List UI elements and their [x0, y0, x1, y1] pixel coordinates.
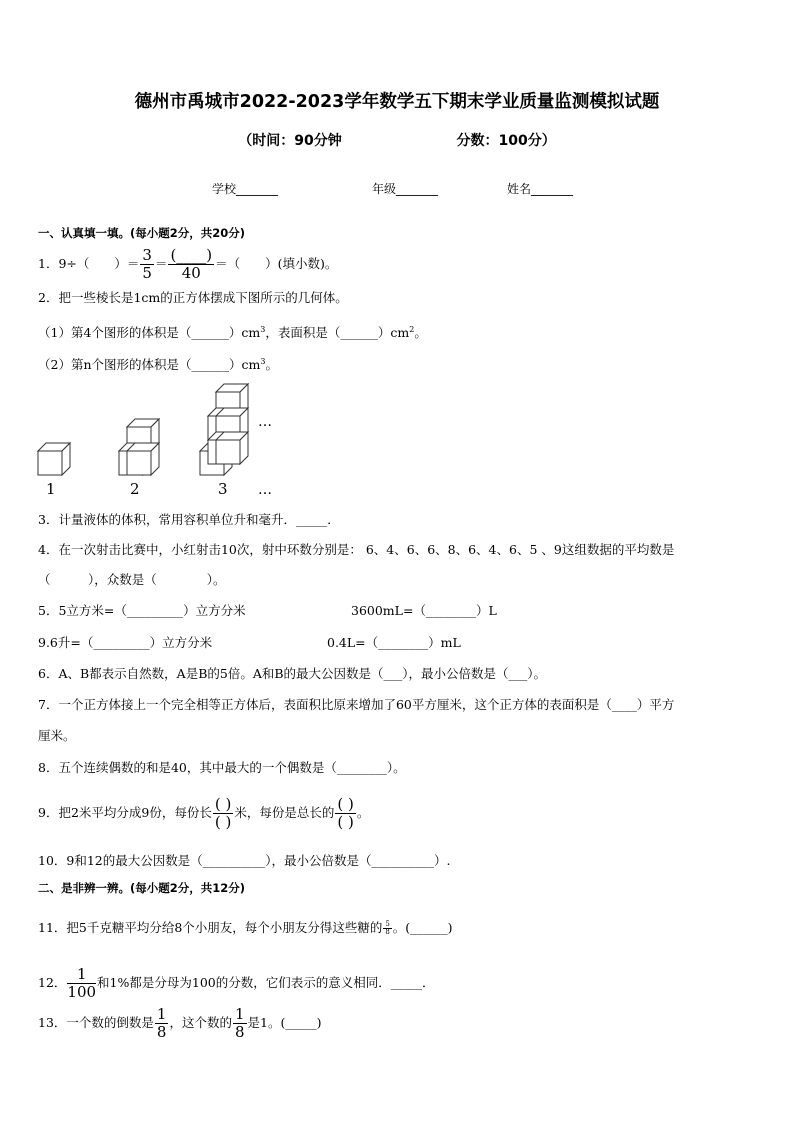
fraction: $\frac{5}{8}$: [385, 920, 390, 936]
question-9: 9．把2米平均分成9份，每份长 $\frac{( )}{( )}$ 米，每份是总长的 $\frac{( )}{( )}$ 。: [38, 795, 370, 831]
question-5-d: 0.4L=（________）mL: [327, 635, 461, 650]
fraction: $\frac{( )}{( )}$: [337, 795, 354, 831]
question-7-line-2: 厘米。: [38, 728, 76, 743]
cube: [127, 443, 159, 475]
question-2-part-1: （1）第4个图形的体积是$(\_\_\_\_\_\_)cm^3$，表面积是$(\_\_\_\_\_\_)cm^2$。: [38, 325, 427, 341]
ellipsis-top: …: [258, 414, 272, 430]
question-2-part-2: （2）第n个图形的体积是$(\_\_\_\_\_\_)cm^3$。: [38, 357, 278, 373]
question-4-line-2: （ ），众数是（ ）。: [38, 572, 226, 587]
figure-label: 3: [218, 480, 228, 498]
question-8: 8．五个连续偶数的和是40，其中最大的一个偶数是（________）。: [38, 760, 406, 775]
ellipsis-bottom: …: [258, 482, 272, 498]
question-5-a: 5．5立方米=（_________）立方分米: [38, 603, 246, 618]
school-field[interactable]: 学校_______: [212, 182, 279, 196]
cube: [38, 443, 70, 475]
fraction: $\frac{1}{100}$: [67, 965, 97, 1001]
figure-label: 1: [46, 480, 56, 498]
cube-stack-figure: [30, 380, 290, 500]
question-5-b: 3600mL=（________）L: [351, 603, 497, 618]
fraction: $\frac{(\_\_\_\_)}{40}$: [170, 246, 213, 282]
question-12: 12． $\frac{1}{100}$ 和1%都是分母为100的分数，它们表示的意义相同．_____．: [38, 965, 435, 1001]
section-heading: 一、认真填一填。(每小题2分，共20分): [38, 226, 246, 240]
page-title: 德州市禹城市2022-2023学年数学五下期末学业质量监测模拟试题: [134, 92, 660, 112]
question-6: 6．A、B都表示自然数，A是B的5倍。A和B的最大公因数是（___），最小公倍数是（___）。: [38, 666, 547, 681]
question-13: 13．一个数的倒数是 $\frac{1}{8}$ ，这个数的 $\frac{1}{8}$ 是1。(_____): [38, 1005, 322, 1041]
question-11: 11．把5千克糖平均分给8个小朋友，每个小朋友分得这些糖的 $\frac{5}{8}$ 。(______): [38, 920, 453, 936]
fraction: $\frac{( )}{( )}$: [214, 795, 232, 831]
question-2: 2．把一些棱长是1cm的正方体摆成下图所示的几何体。: [38, 290, 348, 305]
question-3: 3．计量液体的体积，常用容积单位升和毫升．_____．: [38, 512, 340, 527]
question-10: 10．9和12的最大公因数是（__________），最小公倍数是（__________）.: [38, 853, 451, 868]
section-heading: 二、是非辨一辨。(每小题2分，共12分): [38, 881, 246, 895]
subtitle: [0, 130, 794, 150]
exam-time: （时间：90分钟: [238, 133, 342, 149]
question-7-line-1: 7．一个正方体接上一个完全相等正方体后，表面积比原来增加了60平方厘米，这个正方体的表面积是（____）平方: [38, 697, 675, 712]
cube: [216, 432, 248, 464]
fraction: $\frac{3}{5}$: [142, 246, 152, 282]
figure-label: 2: [130, 480, 140, 498]
exam-score: 分数：100分）: [456, 133, 556, 149]
fraction: $\frac{1}{8}$: [234, 1005, 245, 1041]
name-field[interactable]: 姓名_______: [507, 182, 574, 196]
question-5-c: 9.6升=（_________）立方分米: [38, 635, 213, 650]
question-4-line-1: 4．在一次射击比赛中，小红射击10次，射中环数分别是： 6、4、6、6、8、6、4、6、5 、9这组数据的平均数是: [38, 542, 675, 557]
question-1: 1．9÷（ ）＝ $\frac{3}{5}$ ＝ $\frac{(\_\_\_\_)}{40}$ ＝（ ）(填小数)。: [38, 246, 338, 282]
grade-field[interactable]: 年级_______: [372, 182, 439, 196]
fraction: $\frac{1}{8}$: [156, 1005, 167, 1041]
